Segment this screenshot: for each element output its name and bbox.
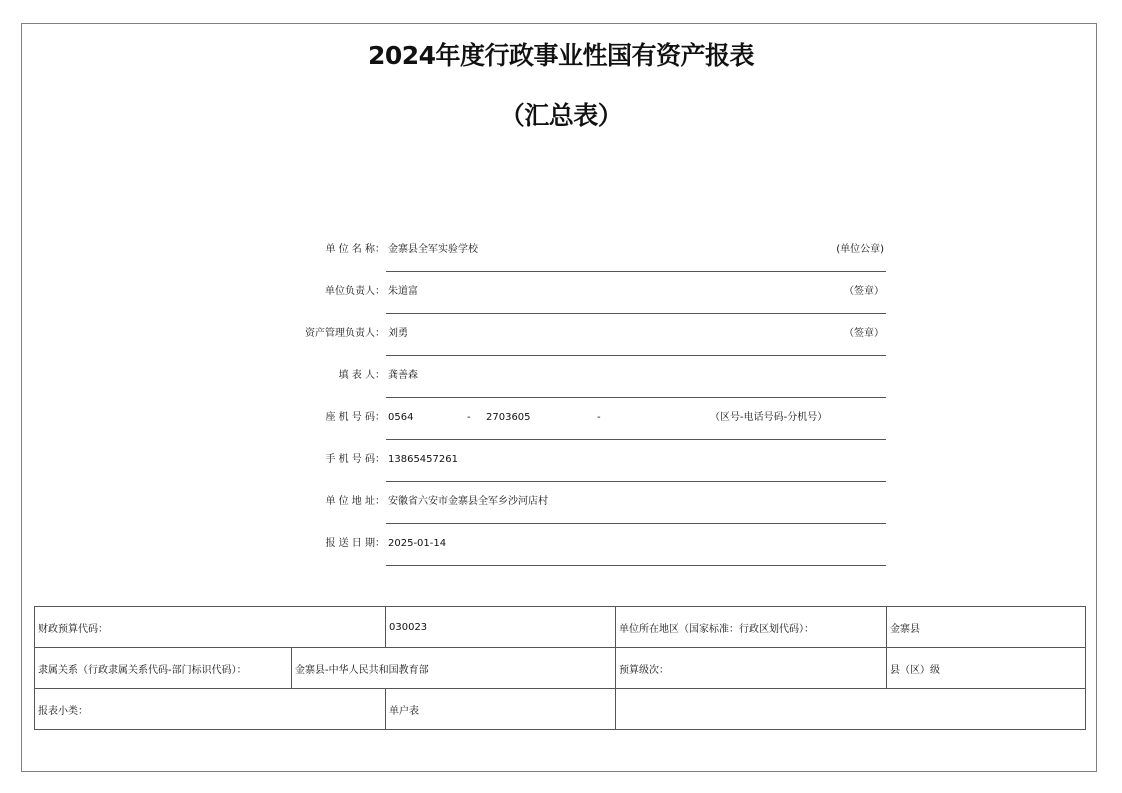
filler-value: 龚善森 [388, 370, 418, 381]
region-label: 单位所在地区（国家标准：行政区划代码）： [616, 607, 887, 648]
landline-row [0, 411, 1122, 453]
affiliation-value: 金寨县-中华人民共和国教育部 [292, 648, 616, 689]
budget-code-value: 030023 [386, 607, 616, 648]
report-type-label: 报表小类： [35, 689, 386, 730]
asset-head-sign-note: （签章） [844, 328, 884, 339]
address-row [0, 495, 1122, 537]
landline-format-note: （区号-电话号码-分机号） [710, 412, 828, 423]
landline-separator: - [467, 412, 471, 423]
empty-cell [616, 689, 1086, 730]
filler-row [0, 369, 1122, 411]
underline [386, 565, 886, 566]
report-subtitle: （汇总表） [499, 101, 623, 130]
mobile-value: 13865457261 [388, 454, 458, 465]
table-row [35, 648, 1086, 689]
filler-label: 填 表 人： [338, 370, 385, 381]
date-label: 报 送 日 期： [325, 538, 385, 549]
budget-code-label: 财政预算代码： [35, 607, 386, 648]
unit-head-label: 单位负责人： [325, 286, 385, 297]
budget-level-label: 预算级次： [616, 648, 887, 689]
landline-area-code: 0564 [388, 412, 414, 423]
underline [386, 313, 886, 314]
underline [386, 397, 886, 398]
info-table [34, 606, 1086, 730]
region-value: 金寨县 [887, 607, 1086, 648]
unit-head-value: 朱道富 [388, 286, 418, 297]
report-type-value: 单户表 [386, 689, 616, 730]
table-row [35, 607, 1086, 648]
underline [386, 355, 886, 356]
underline [386, 271, 886, 272]
unit-name-value: 金寨县全军实验学校 [388, 244, 478, 255]
asset-head-label: 资产管理负责人： [305, 328, 385, 339]
report-title: 2024年度行政事业性国有资产报表 [367, 41, 755, 70]
budget-level-value: 县（区）级 [887, 648, 1086, 689]
date-row [0, 537, 1122, 579]
underline [386, 481, 886, 482]
table-row [35, 689, 1086, 730]
unit-head-row [0, 285, 1122, 327]
unit-name-label: 单 位 名 称： [325, 244, 385, 255]
unit-name-row [0, 243, 1122, 285]
asset-head-value: 刘勇 [388, 328, 408, 339]
landline-separator: - [597, 412, 601, 423]
landline-label: 座 机 号 码： [325, 412, 385, 423]
affiliation-label: 隶属关系（行政隶属关系代码-部门标识代码）： [35, 648, 292, 689]
date-value: 2025-01-14 [388, 538, 447, 549]
mobile-row [0, 453, 1122, 495]
unit-head-sign-note: （签章） [844, 286, 884, 297]
asset-head-row [0, 327, 1122, 369]
mobile-label: 手 机 号 码： [325, 454, 385, 465]
address-value: 安徽省六安市金寨县全军乡沙河店村 [388, 496, 548, 507]
landline-number: 2703605 [486, 412, 531, 423]
address-label: 单 位 地 址： [325, 496, 385, 507]
underline [386, 523, 886, 524]
underline [386, 439, 886, 440]
unit-seal-note: (单位公章) [836, 244, 884, 255]
